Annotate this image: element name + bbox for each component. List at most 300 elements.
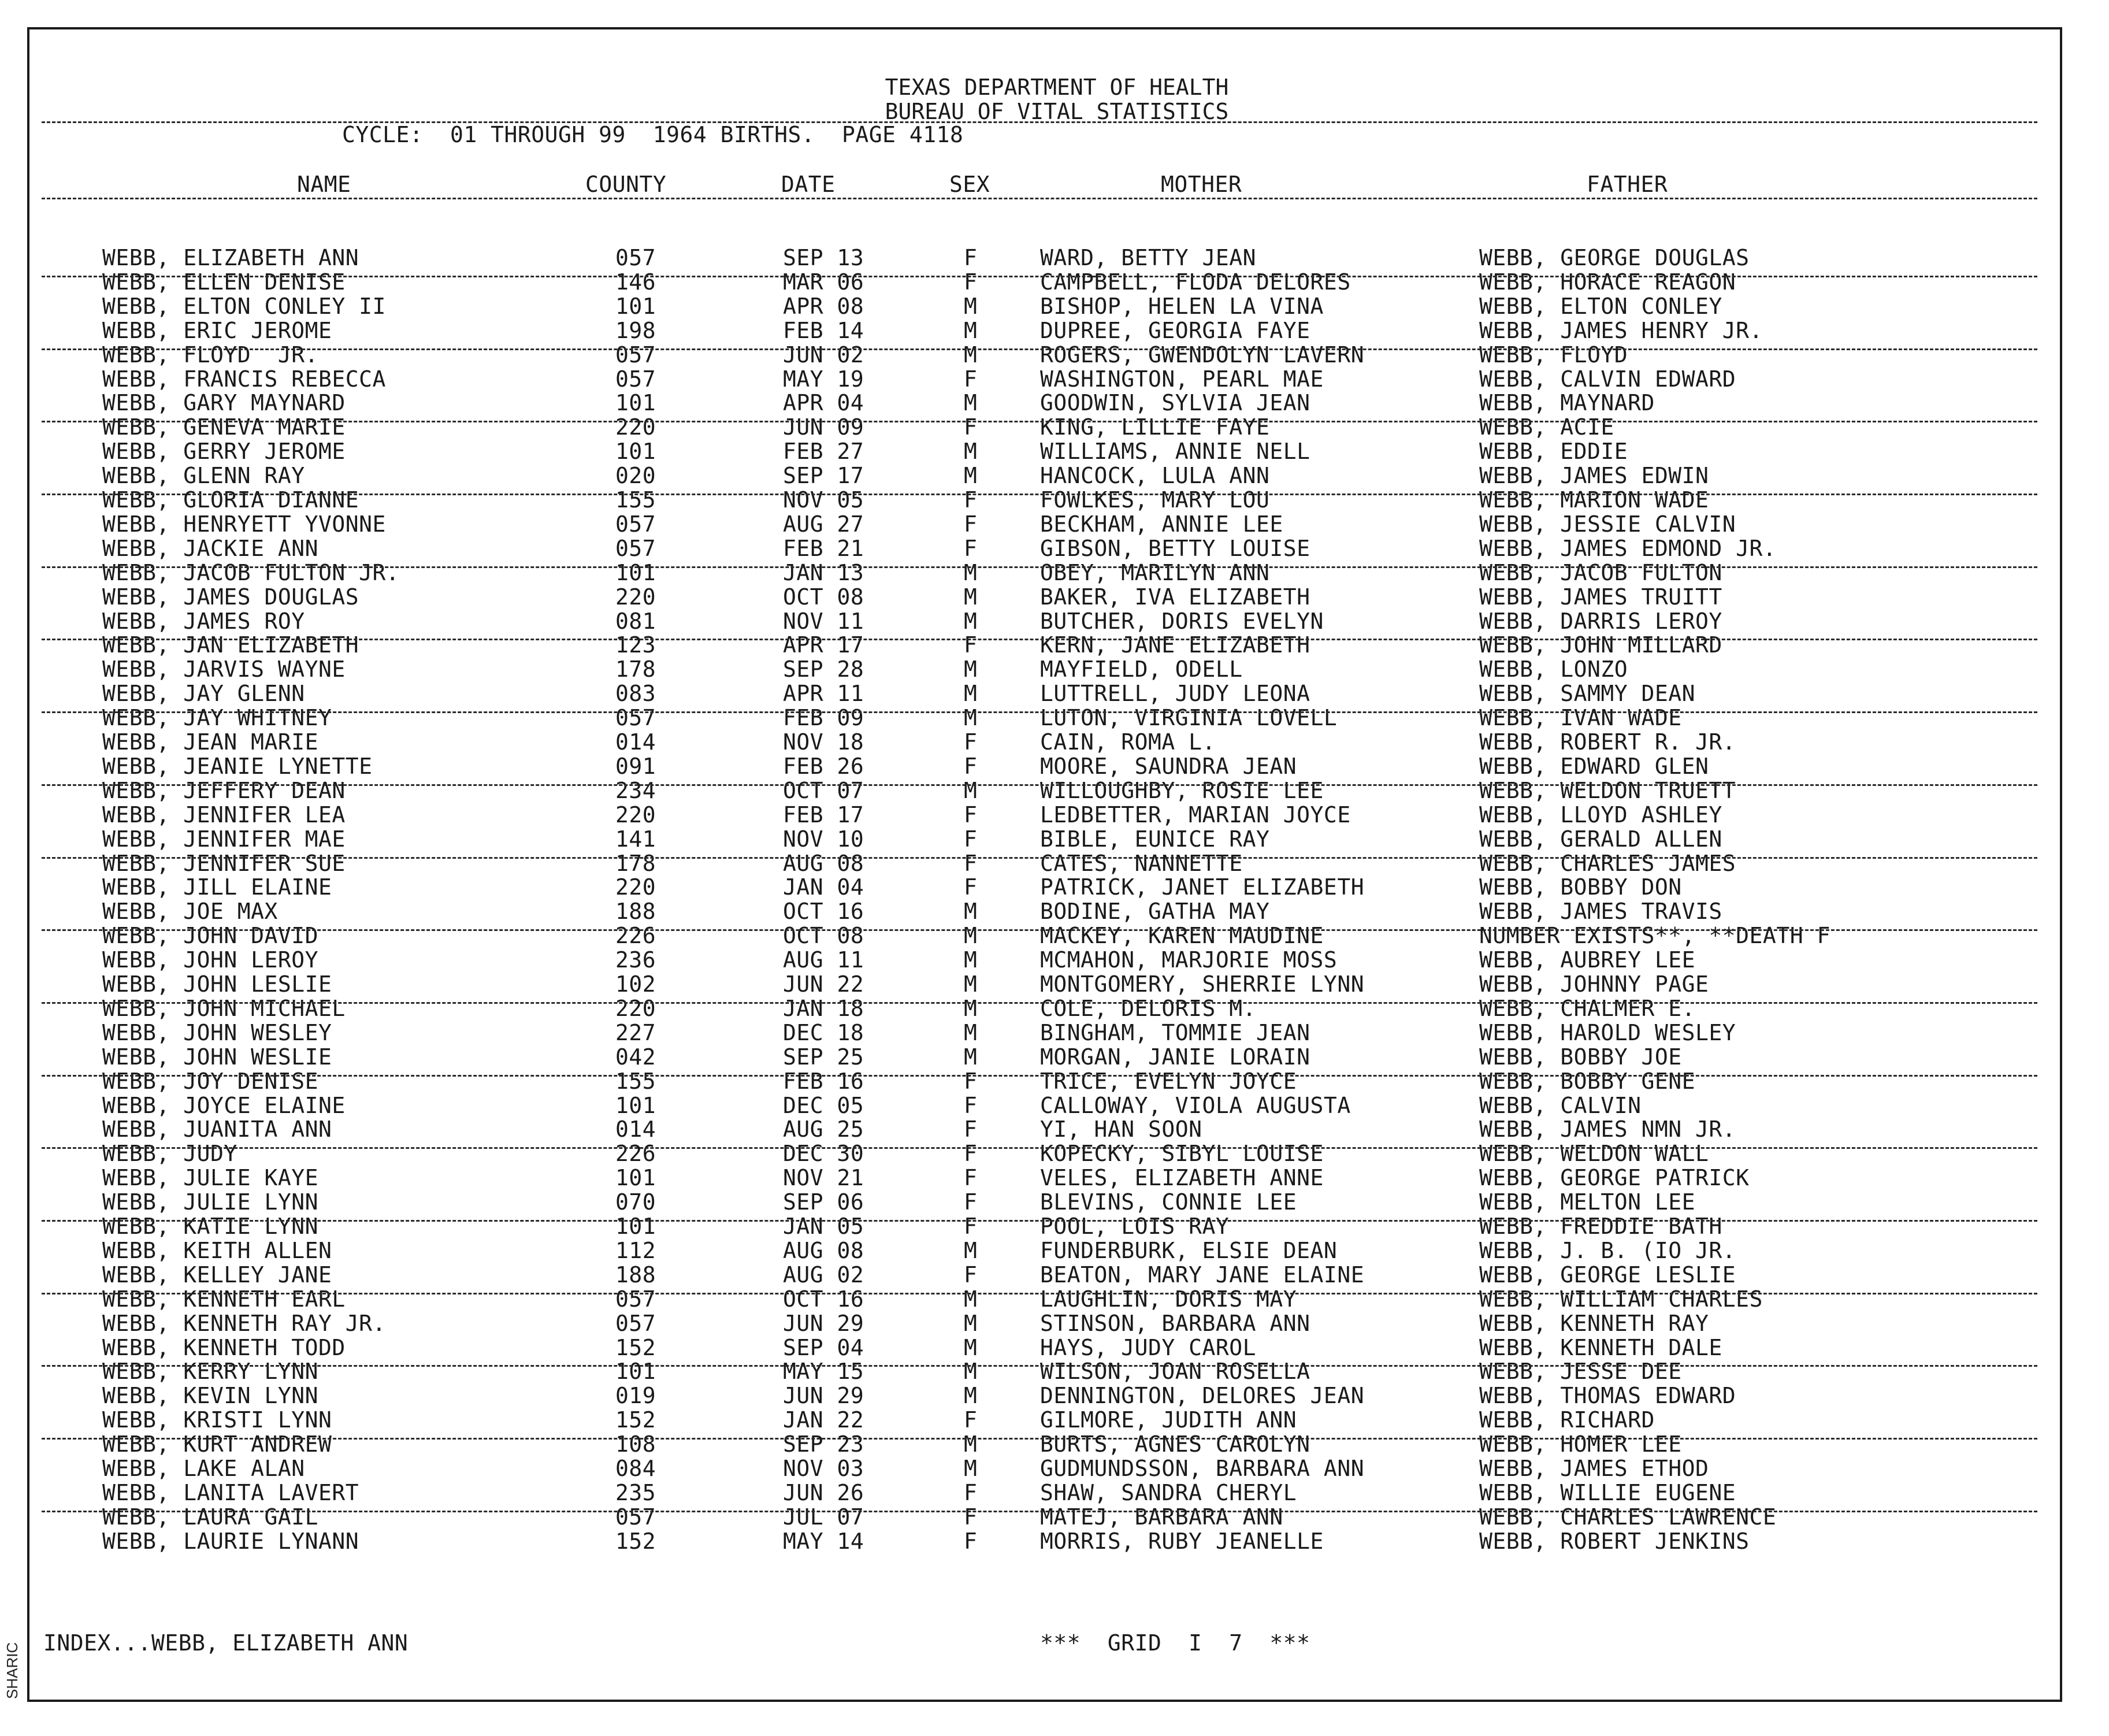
cell-father: WEBB, BOBBY GENE xyxy=(1479,1069,1696,1094)
cell-father: WEBB, CHARLES LAWRENCE xyxy=(1479,1504,1777,1530)
cell-mother: HAYS, JUDY CAROL xyxy=(1040,1335,1257,1360)
cell-date: AUG 25 xyxy=(783,1116,864,1142)
row-group-rule xyxy=(42,857,2037,859)
cell-mother: BINGHAM, TOMMIE JEAN xyxy=(1040,1020,1310,1045)
cell-county: 236 xyxy=(615,947,656,973)
cell-sex: F xyxy=(964,826,978,852)
cell-county: 188 xyxy=(615,899,656,924)
cell-mother: FOWLKES, MARY LOU xyxy=(1040,487,1270,513)
cell-name: WEBB, KENNETH EARL xyxy=(102,1286,346,1312)
cell-county: 020 xyxy=(615,463,656,488)
cell-name: WEBB, JOHN MICHAEL xyxy=(102,996,346,1021)
cell-date: AUG 11 xyxy=(783,947,864,973)
cell-name: WEBB, KURT ANDREW xyxy=(102,1431,332,1457)
cell-sex: M xyxy=(964,1456,978,1481)
cell-father: WEBB, RICHARD xyxy=(1479,1407,1655,1433)
cell-date: FEB 09 xyxy=(783,705,864,730)
cell-father: WEBB, JOHN MILLARD xyxy=(1479,632,1722,658)
cell-date: FEB 17 xyxy=(783,802,864,828)
cell-date: FEB 21 xyxy=(783,536,864,561)
cell-mother: GIBSON, BETTY LOUISE xyxy=(1040,536,1310,561)
cell-date: SEP 23 xyxy=(783,1431,864,1457)
cell-date: AUG 08 xyxy=(783,1238,864,1263)
cell-date: MAY 15 xyxy=(783,1359,864,1384)
cell-mother: KERN, JANE ELIZABETH xyxy=(1040,632,1310,658)
cell-name: WEBB, KEITH ALLEN xyxy=(102,1238,332,1263)
cell-mother: MORGAN, JANIE LORAIN xyxy=(1040,1044,1310,1070)
cell-mother: BIBLE, EUNICE RAY xyxy=(1040,826,1270,852)
cell-father: WEBB, CALVIN EDWARD xyxy=(1479,366,1736,392)
cell-county: 220 xyxy=(615,996,656,1021)
cell-sex: F xyxy=(964,851,978,876)
cell-name: WEBB, JOHN WESLIE xyxy=(102,1044,332,1070)
cell-mother: ROGERS, GWENDOLYN LAVERN xyxy=(1040,342,1365,368)
cell-date: FEB 27 xyxy=(783,439,864,464)
cell-mother: STINSON, BARBARA ANN xyxy=(1040,1311,1310,1336)
cell-county: 108 xyxy=(615,1431,656,1457)
cell-name: WEBB, JAN ELIZABETH xyxy=(102,632,359,658)
cell-date: SEP 04 xyxy=(783,1335,864,1360)
cell-date: AUG 08 xyxy=(783,851,864,876)
cell-mother: DUPREE, GEORGIA FAYE xyxy=(1040,318,1310,343)
cell-father: WEBB, JACOB FULTON xyxy=(1479,560,1722,585)
cell-father: WEBB, MELTON LEE xyxy=(1479,1189,1696,1215)
cell-sex: F xyxy=(964,1165,978,1190)
cell-name: WEBB, JULIE KAYE xyxy=(102,1165,319,1190)
cell-county: 057 xyxy=(615,245,656,270)
cell-mother: FUNDERBURK, ELSIE DEAN xyxy=(1040,1238,1338,1263)
cell-father: WEBB, EDWARD GLEN xyxy=(1479,754,1709,779)
cell-name: WEBB, KATIE LYNN xyxy=(102,1214,319,1239)
cell-father: WEBB, JAMES NMN JR. xyxy=(1479,1116,1736,1142)
cell-county: 220 xyxy=(615,584,656,610)
cell-name: WEBB, JUANITA ANN xyxy=(102,1116,332,1142)
cell-sex: M xyxy=(964,705,978,730)
cell-date: MAY 19 xyxy=(783,366,864,392)
row-group-rule xyxy=(42,1002,2037,1004)
cell-date: APR 11 xyxy=(783,681,864,706)
cell-county: 102 xyxy=(615,971,656,997)
cell-sex: F xyxy=(964,754,978,779)
cell-county: 042 xyxy=(615,1044,656,1070)
cell-mother: SHAW, SANDRA CHERYL xyxy=(1040,1480,1297,1505)
cell-name: WEBB, JOHN DAVID xyxy=(102,923,319,948)
cell-sex: F xyxy=(964,1069,978,1094)
cell-date: SEP 17 xyxy=(783,463,864,488)
side-label: SHARIC xyxy=(3,1642,21,1699)
cell-father: WEBB, GEORGE LESLIE xyxy=(1479,1262,1736,1288)
cell-county: 152 xyxy=(615,1335,656,1360)
cell-date: JUN 22 xyxy=(783,971,864,997)
cell-father: WEBB, MARION WADE xyxy=(1479,487,1709,513)
cell-date: MAY 14 xyxy=(783,1529,864,1554)
cell-father: WEBB, JAMES EDMOND JR. xyxy=(1479,536,1777,561)
cell-sex: F xyxy=(964,1189,978,1215)
row-group-rule xyxy=(42,784,2037,786)
cell-father: WEBB, HORACE REAGON xyxy=(1479,269,1736,295)
cell-name: WEBB, JACOB FULTON JR. xyxy=(102,560,400,585)
cell-father: NUMBER EXISTS**, **DEATH F xyxy=(1479,923,1830,948)
cell-date: JAN 18 xyxy=(783,996,864,1021)
cell-mother: MAYFIELD, ODELL xyxy=(1040,656,1243,682)
cell-father: WEBB, LONZO xyxy=(1479,656,1628,682)
cell-mother: BURTS, AGNES CAROLYN xyxy=(1040,1431,1310,1457)
cell-mother: CAIN, ROMA L. xyxy=(1040,729,1216,755)
cell-county: 057 xyxy=(615,1286,656,1312)
cell-county: 226 xyxy=(615,923,656,948)
cell-date: NOV 21 xyxy=(783,1165,864,1190)
cell-county: 178 xyxy=(615,851,656,876)
cell-county: 123 xyxy=(615,632,656,658)
cell-date: MAR 06 xyxy=(783,269,864,295)
cell-mother: WILLIAMS, ANNIE NELL xyxy=(1040,439,1310,464)
cell-county: 101 xyxy=(615,390,656,416)
cell-county: 057 xyxy=(615,511,656,537)
cell-sex: F xyxy=(964,511,978,537)
cell-father: WEBB, J. B. (IO JR. xyxy=(1479,1238,1736,1263)
cell-name: WEBB, JOY DENISE xyxy=(102,1069,319,1094)
cell-mother: MONTGOMERY, SHERRIE LYNN xyxy=(1040,971,1365,997)
cell-date: NOV 11 xyxy=(783,609,864,634)
header-department: TEXAS DEPARTMENT OF HEALTH xyxy=(885,75,1229,100)
cell-father: WEBB, GEORGE PATRICK xyxy=(1479,1165,1750,1190)
cell-county: 220 xyxy=(615,414,656,440)
cell-name: WEBB, JAMES DOUGLAS xyxy=(102,584,359,610)
cell-county: 084 xyxy=(615,1456,656,1481)
cell-mother: WILLOUGHBY, ROSIE LEE xyxy=(1040,778,1324,803)
cell-father: WEBB, BOBBY DON xyxy=(1479,874,1682,900)
cell-date: JAN 22 xyxy=(783,1407,864,1433)
cell-county: 155 xyxy=(615,1069,656,1094)
cell-name: WEBB, LAURIE LYNANN xyxy=(102,1529,359,1554)
cell-name: WEBB, JUDY xyxy=(102,1141,237,1166)
cell-father: WEBB, JAMES TRAVIS xyxy=(1479,899,1722,924)
row-group-rule xyxy=(42,1220,2037,1222)
cell-sex: M xyxy=(964,1359,978,1384)
cell-mother: BLEVINS, CONNIE LEE xyxy=(1040,1189,1297,1215)
cell-county: 101 xyxy=(615,439,656,464)
cell-sex: M xyxy=(964,681,978,706)
cell-name: WEBB, ELTON CONLEY II xyxy=(102,294,386,319)
cell-name: WEBB, JENNIFER LEA xyxy=(102,802,346,828)
cell-mother: GILMORE, JUDITH ANN xyxy=(1040,1407,1297,1433)
cell-name: WEBB, LANITA LAVERT xyxy=(102,1480,359,1505)
cell-county: 152 xyxy=(615,1529,656,1554)
cell-father: WEBB, FLOYD xyxy=(1479,342,1628,368)
cell-father: WEBB, GERALD ALLEN xyxy=(1479,826,1722,852)
cell-father: WEBB, JOHNNY PAGE xyxy=(1479,971,1709,997)
cell-name: WEBB, GENEVA MARIE xyxy=(102,414,346,440)
cell-sex: M xyxy=(964,342,978,368)
cell-county: 141 xyxy=(615,826,656,852)
cell-father: WEBB, ROBERT R. JR. xyxy=(1479,729,1736,755)
cell-father: WEBB, LLOYD ASHLEY xyxy=(1479,802,1722,828)
cell-father: WEBB, GEORGE DOUGLAS xyxy=(1479,245,1750,270)
cell-county: 101 xyxy=(615,1093,656,1118)
cell-sex: F xyxy=(964,245,978,270)
cell-father: WEBB, ACIE xyxy=(1479,414,1614,440)
cell-name: WEBB, JOE MAX xyxy=(102,899,278,924)
cell-county: 057 xyxy=(615,342,656,368)
cell-mother: KING, LILLIE FAYE xyxy=(1040,414,1270,440)
cell-date: JUN 29 xyxy=(783,1383,864,1408)
col-header-mother: MOTHER xyxy=(1161,172,1242,197)
cell-county: 101 xyxy=(615,560,656,585)
cell-date: NOV 05 xyxy=(783,487,864,513)
cell-date: DEC 30 xyxy=(783,1141,864,1166)
row-group-rule xyxy=(42,566,2037,568)
cell-father: WEBB, MAYNARD xyxy=(1479,390,1655,416)
cell-county: 014 xyxy=(615,729,656,755)
cell-sex: M xyxy=(964,1335,978,1360)
cell-sex: M xyxy=(964,584,978,610)
cell-father: WEBB, THOMAS EDWARD xyxy=(1479,1383,1736,1408)
col-header-father: FATHER xyxy=(1587,172,1668,197)
cell-name: WEBB, JEANIE LYNETTE xyxy=(102,754,373,779)
cell-sex: F xyxy=(964,1480,978,1505)
cell-sex: F xyxy=(964,1504,978,1530)
row-group-rule xyxy=(42,1365,2037,1367)
cell-father: WEBB, KENNETH DALE xyxy=(1479,1335,1722,1360)
cell-father: WEBB, CHALMER E. xyxy=(1479,996,1696,1021)
cell-name: WEBB, KELLEY JANE xyxy=(102,1262,332,1288)
cell-father: WEBB, JESSIE CALVIN xyxy=(1479,511,1736,537)
cell-mother: MATEJ, BARBARA ANN xyxy=(1040,1504,1283,1530)
header-bureau: BUREAU OF VITAL STATISTICS xyxy=(885,99,1229,124)
row-group-rule xyxy=(42,421,2037,422)
cell-father: WEBB, HOMER LEE xyxy=(1479,1431,1682,1457)
cell-sex: F xyxy=(964,269,978,295)
cell-name: WEBB, LAURA GAIL xyxy=(102,1504,319,1530)
cell-father: WEBB, KENNETH RAY xyxy=(1479,1311,1709,1336)
cell-sex: M xyxy=(964,923,978,948)
cell-father: WEBB, WILLIAM CHARLES xyxy=(1479,1286,1763,1312)
cell-father: WEBB, FREDDIE BATH xyxy=(1479,1214,1722,1239)
cell-sex: M xyxy=(964,390,978,416)
cell-county: 226 xyxy=(615,1141,656,1166)
cell-county: 198 xyxy=(615,318,656,343)
cell-name: WEBB, KERRY LYNN xyxy=(102,1359,319,1384)
cell-name: WEBB, GLORIA DIANNE xyxy=(102,487,359,513)
footer-index: INDEX...WEBB, ELIZABETH ANN xyxy=(43,1630,409,1656)
cell-mother: KOPECKY, SIBYL LOUISE xyxy=(1040,1141,1324,1166)
cell-county: 019 xyxy=(615,1383,656,1408)
cell-sex: M xyxy=(964,1044,978,1070)
cell-name: WEBB, ERIC JEROME xyxy=(102,318,332,343)
cell-date: AUG 27 xyxy=(783,511,864,537)
cell-date: OCT 08 xyxy=(783,584,864,610)
cell-sex: M xyxy=(964,656,978,682)
cell-father: WEBB, JAMES TRUITT xyxy=(1479,584,1722,610)
row-group-rule xyxy=(42,1293,2037,1294)
cell-county: 188 xyxy=(615,1262,656,1288)
cell-sex: F xyxy=(964,1214,978,1239)
cell-county: 227 xyxy=(615,1020,656,1045)
cell-sex: M xyxy=(964,609,978,634)
cell-sex: F xyxy=(964,487,978,513)
row-group-rule xyxy=(42,1438,2037,1440)
cell-county: 146 xyxy=(615,269,656,295)
cell-father: WEBB, CALVIN xyxy=(1479,1093,1642,1118)
cell-date: OCT 16 xyxy=(783,1286,864,1312)
cell-mother: BISHOP, HELEN LA VINA xyxy=(1040,294,1324,319)
cell-date: NOV 18 xyxy=(783,729,864,755)
cell-mother: LUTON, VIRGINIA LOVELL xyxy=(1040,705,1338,730)
cell-county: 234 xyxy=(615,778,656,803)
cell-name: WEBB, JACKIE ANN xyxy=(102,536,319,561)
cell-date: JUN 26 xyxy=(783,1480,864,1505)
cell-sex: M xyxy=(964,971,978,997)
cell-county: 081 xyxy=(615,609,656,634)
cell-county: 057 xyxy=(615,366,656,392)
cell-date: FEB 16 xyxy=(783,1069,864,1094)
cell-county: 057 xyxy=(615,1504,656,1530)
cell-sex: F xyxy=(964,729,978,755)
cell-mother: GUDMUNDSSON, BARBARA ANN xyxy=(1040,1456,1365,1481)
cell-mother: BEATON, MARY JANE ELAINE xyxy=(1040,1262,1365,1288)
cell-name: WEBB, JILL ELAINE xyxy=(102,874,332,900)
cell-sex: M xyxy=(964,947,978,973)
cell-father: WEBB, DARRIS LEROY xyxy=(1479,609,1722,634)
cell-mother: WARD, BETTY JEAN xyxy=(1040,245,1257,270)
cell-county: 014 xyxy=(615,1116,656,1142)
cell-name: WEBB, JAMES ROY xyxy=(102,609,305,634)
cell-father: WEBB, WELDON TRUETT xyxy=(1479,778,1736,803)
row-group-rule xyxy=(42,711,2037,713)
cell-sex: M xyxy=(964,1020,978,1045)
cell-sex: M xyxy=(964,560,978,585)
cell-date: JAN 04 xyxy=(783,874,864,900)
cell-sex: F xyxy=(964,1116,978,1142)
cell-county: 235 xyxy=(615,1480,656,1505)
column-header-rule xyxy=(42,198,2037,199)
cell-name: WEBB, JOHN WESLEY xyxy=(102,1020,332,1045)
cell-sex: F xyxy=(964,1093,978,1118)
cell-father: WEBB, ELTON CONLEY xyxy=(1479,294,1722,319)
cell-date: APR 04 xyxy=(783,390,864,416)
cell-father: WEBB, JESSE DEE xyxy=(1479,1359,1682,1384)
cell-mother: BECKHAM, ANNIE LEE xyxy=(1040,511,1283,537)
cell-sex: M xyxy=(964,778,978,803)
row-group-rule xyxy=(42,276,2037,277)
cell-county: 057 xyxy=(615,705,656,730)
cell-mother: WILSON, JOAN ROSELLA xyxy=(1040,1359,1310,1384)
cell-date: FEB 26 xyxy=(783,754,864,779)
col-header-sex: SEX xyxy=(949,172,990,197)
cell-name: WEBB, KRISTI LYNN xyxy=(102,1407,332,1433)
cell-name: WEBB, HENRYETT YVONNE xyxy=(102,511,386,537)
cell-date: JAN 05 xyxy=(783,1214,864,1239)
cell-county: 057 xyxy=(615,536,656,561)
cell-father: WEBB, SAMMY DEAN xyxy=(1479,681,1696,706)
cell-date: JUN 29 xyxy=(783,1311,864,1336)
cell-name: WEBB, JAY GLENN xyxy=(102,681,305,706)
cell-mother: BAKER, IVA ELIZABETH xyxy=(1040,584,1310,610)
cell-name: WEBB, JOHN LESLIE xyxy=(102,971,332,997)
cell-name: WEBB, JOHN LEROY xyxy=(102,947,319,973)
cell-mother: POOL, LOIS RAY xyxy=(1040,1214,1230,1239)
cell-name: WEBB, GLENN RAY xyxy=(102,463,305,488)
cell-date: DEC 18 xyxy=(783,1020,864,1045)
cell-name: WEBB, JARVIS WAYNE xyxy=(102,656,346,682)
cell-name: WEBB, GERRY JEROME xyxy=(102,439,346,464)
cell-date: APR 08 xyxy=(783,294,864,319)
cell-mother: LAUGHLIN, DORIS MAY xyxy=(1040,1286,1297,1312)
cell-county: 101 xyxy=(615,294,656,319)
cell-sex: F xyxy=(964,1141,978,1166)
cell-father: WEBB, ROBERT JENKINS xyxy=(1479,1529,1750,1554)
cell-date: SEP 25 xyxy=(783,1044,864,1070)
cell-date: JUN 09 xyxy=(783,414,864,440)
cell-sex: F xyxy=(964,632,978,658)
cell-date: SEP 13 xyxy=(783,245,864,270)
cell-name: WEBB, JOYCE ELAINE xyxy=(102,1093,346,1118)
cell-county: 070 xyxy=(615,1189,656,1215)
cell-name: WEBB, JEFFERY DEAN xyxy=(102,778,346,803)
row-group-rule xyxy=(42,1147,2037,1149)
cell-father: WEBB, CHARLES JAMES xyxy=(1479,851,1736,876)
row-group-rule xyxy=(42,494,2037,495)
cell-county: 220 xyxy=(615,874,656,900)
cell-date: OCT 08 xyxy=(783,923,864,948)
cell-father: WEBB, HAROLD WESLEY xyxy=(1479,1020,1736,1045)
cell-date: JUN 02 xyxy=(783,342,864,368)
cell-sex: M xyxy=(964,1383,978,1408)
col-header-name: NAME xyxy=(297,172,351,197)
row-group-rule xyxy=(42,1075,2037,1077)
cell-mother: PATRICK, JANET ELIZABETH xyxy=(1040,874,1365,900)
cell-name: WEBB, KENNETH TODD xyxy=(102,1335,346,1360)
cell-sex: F xyxy=(964,1529,978,1554)
cell-sex: M xyxy=(964,1286,978,1312)
cell-name: WEBB, ELLEN DENISE xyxy=(102,269,346,295)
col-header-county: COUNTY xyxy=(585,172,667,197)
cell-mother: YI, HAN SOON xyxy=(1040,1116,1202,1142)
cell-mother: CATES, NANNETTE xyxy=(1040,851,1243,876)
row-group-rule xyxy=(42,929,2037,931)
cell-date: OCT 16 xyxy=(783,899,864,924)
cell-sex: F xyxy=(964,536,978,561)
cell-sex: M xyxy=(964,463,978,488)
cell-county: 112 xyxy=(615,1238,656,1263)
cell-sex: M xyxy=(964,318,978,343)
cell-county: 101 xyxy=(615,1359,656,1384)
cell-sex: M xyxy=(964,294,978,319)
cell-name: WEBB, LAKE ALAN xyxy=(102,1456,305,1481)
cell-date: AUG 02 xyxy=(783,1262,864,1288)
cell-county: 220 xyxy=(615,802,656,828)
cell-sex: F xyxy=(964,366,978,392)
cell-county: 152 xyxy=(615,1407,656,1433)
cell-mother: MORRIS, RUBY JEANELLE xyxy=(1040,1529,1324,1554)
cell-county: 057 xyxy=(615,1311,656,1336)
cell-sex: M xyxy=(964,1431,978,1457)
cell-sex: F xyxy=(964,1407,978,1433)
row-group-rule xyxy=(42,639,2037,640)
cell-father: WEBB, BOBBY JOE xyxy=(1479,1044,1682,1070)
header-rule xyxy=(42,121,2037,123)
cell-father: WEBB, WILLIE EUGENE xyxy=(1479,1480,1736,1505)
cell-date: JAN 13 xyxy=(783,560,864,585)
col-header-date: DATE xyxy=(781,172,836,197)
cell-name: WEBB, JENNIFER SUE xyxy=(102,851,346,876)
cell-county: 101 xyxy=(615,1214,656,1239)
cell-mother: MACKEY, KAREN MAUDINE xyxy=(1040,923,1324,948)
cell-mother: BODINE, GATHA MAY xyxy=(1040,899,1270,924)
footer-grid: *** GRID I 7 *** xyxy=(1040,1630,1310,1656)
cell-sex: F xyxy=(964,1262,978,1288)
cell-name: WEBB, JULIE LYNN xyxy=(102,1189,319,1215)
